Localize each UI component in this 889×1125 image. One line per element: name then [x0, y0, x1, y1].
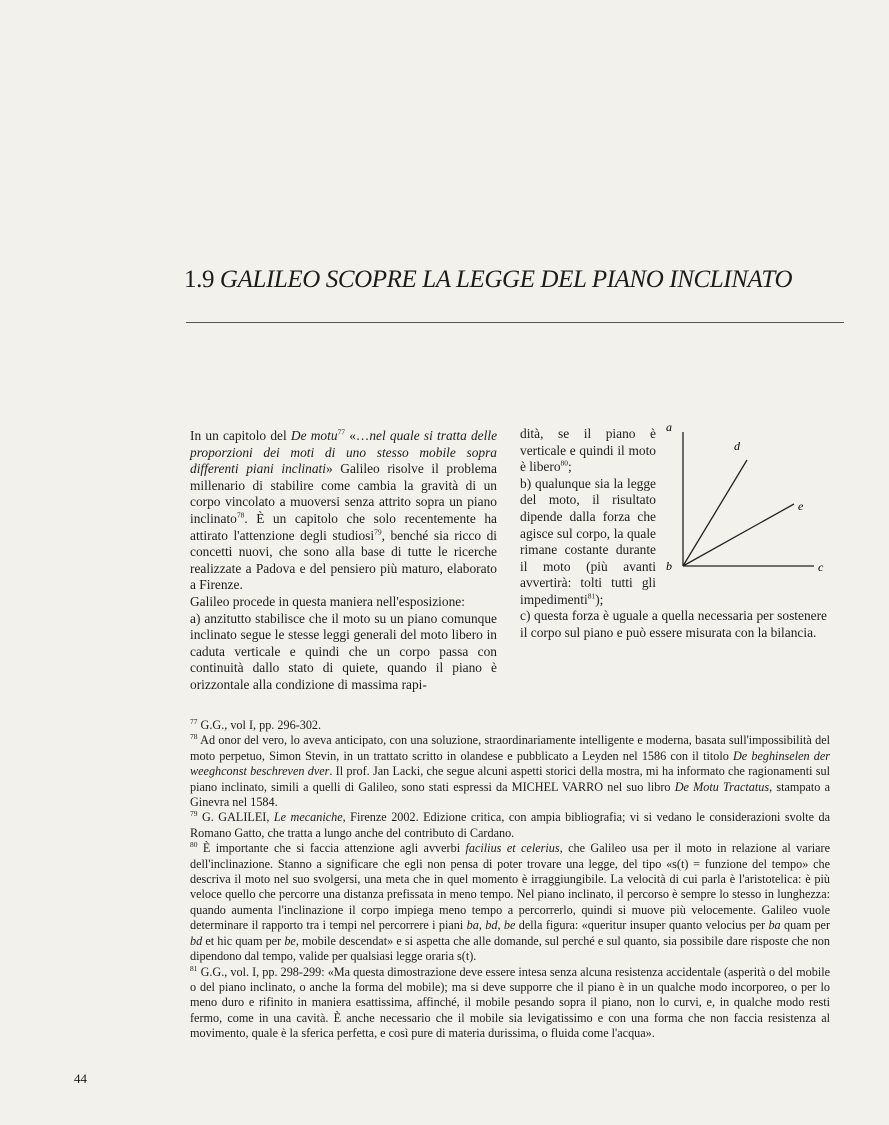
paragraph: $^{81}$ G.G., vol. I, pp. 298-299: «Ma questa dimostrazione deve essere intesa senza alcuna resistenza accidentale (asperità o del mobile o del piano inclinato, o anche la forma del mobile); ma si deve supporre che il piano è in un qualche modo incorporeo, o per lo meno duro e rifinito in maniera esattissima, affinché, il mobile pesando sopra il piano, non lo curvi, e, in qualche modo resti fermo, come in una cavità. È anche necessario che il mobile sia levigatissimo e con una forma che non faccia resistenza al movimento, quale è la sferica perfetta, e così pure di materia durissima, o fluida come l'acqua». [190, 963, 830, 1041]
italic-text: ba [768, 918, 781, 933]
italic-text: Le mecaniche [273, 810, 343, 825]
line-bd [683, 460, 747, 566]
label-a: a [666, 420, 672, 434]
body-column-bottom [520, 608, 827, 641]
footnote-ref: 81 [190, 963, 198, 973]
paragraph: $^{78}$ Ad onor del vero, lo aveva anticipato, con una soluzione, straordinariamente intelligente e moderna, basata sull'impossibilità del moto perpetuo, Simon Stevin, in un trattato scritto in olandese e pubblicato a Leyden nel 1586 con il titolo De beghinselen der weeghconst beschreven dver. Il prof. Jan Lacki, che segue alcuni aspetti storici della mostra, mi ha informato che ragionamenti sul piano inclinato, simili a quelli di Galileo, sono stati espressi da MICHEL VARRO nel suo libro De Motu Tractatus, stampato a Ginevra nel 1584. [190, 732, 830, 810]
heading-rule [186, 322, 844, 323]
label-c: c [818, 560, 824, 574]
paragraph: $^{80}$ È importante che si faccia attenzione agli avverbi facilius et celerius, che Galileo usa per il moto in relazione al variare dell'inclinazione. Stanno a significare che egli non pensa di poter trovare una legge, del tipo «s(t) = funzione del tempo» che descriva il moto nel suo svolgersi, una meta che in quel momento è irraggiungibile. La velocità di cui parla è l'aristotelica: è più veloce quello che percorre una distanza prefissata in meno tempo. Nel piano inclinato, il percorso è sempre lo stesso in lunghezza: quando aumenta l'inclinazione il corpo impiega meno tempo a percorrerlo, quindi si muove più velocemente. Galileo vuole determinare il rapporto tra i tempi nel percorrere i piani ba, bd, be della figura: «queritur insuper quanto velocius per ba quam per bd et hic quam per be, mobile descendat» e si aspetta che alle domande, sul perché e sul quanto, sia possibile dare risposte che non dipendono dal tempo, valide per qualsiasi legge oraria s(t). [190, 840, 831, 964]
paragraph: dità, se il piano è verticale e quindi il moto è libero$^{80}$; [520, 426, 656, 475]
paragraph: In un capitolo del De motu$^{77}$ «…nel quale si tratta delle proporzioni dei moti di uno stesso mobile sopra differenti piani inclinati» Galileo risolve il problema millenario di stabilire come cambia la gravità di un corpo vincolato a muoversi senza attrito sopra un piano inclinato$^{78}$. È un capitolo che solo recentemente ha attirato l'attenzione degli studiosi$^{79}$, benché sia ricco di concetti nuovi, che sono alla base di tutte le ricerche realizzate a Padova e del pensiero più maturo, elaborato a Firenze. [190, 427, 498, 593]
italic-text: De Motu Tractatus [674, 779, 770, 794]
italic-text: De motu [290, 428, 338, 443]
italic-text: ba, bd, be [466, 918, 516, 933]
label-d: d [734, 439, 740, 453]
footnote-ref: 80 [190, 840, 198, 850]
paragraph: b) qualunque sia la legge del moto, il risultato dipende dalla forza che agisce sul corpo, la quale rimane costante durante il moto (più avanti avvertirà: tolti tutti gli impedimenti$^{81}$); [520, 475, 656, 607]
body-column-left [190, 428, 497, 694]
italic-text: facilius et celerius [465, 841, 560, 856]
footnote-ref: 77 [337, 427, 346, 437]
paragraph: $^{79}$ G. GALILEI, Le mecaniche, Firenze 2002. Edizione critica, con ampia bibliografia; vi si vedano le considerazioni svolte da Romano Gatto, che tratta a lungo anche del contributo di Cardano. [190, 809, 831, 840]
italic-text: bd [190, 933, 203, 948]
page-number: 44 [74, 1071, 87, 1086]
body-column-middle [520, 426, 656, 609]
paragraph: Galileo procede in questa maniera nell'esposizione: [190, 593, 465, 609]
label-e: e [798, 499, 804, 513]
section-heading [184, 266, 864, 294]
footnote-ref: 81 [587, 591, 596, 601]
section-title: GALILEO SCOPRE LA LEGGE DEL PIANO INCLINATO [219, 266, 793, 293]
line-be [683, 504, 794, 566]
section-number: 1.9 [184, 266, 215, 293]
paragraph: a) anzitutto stabilisce che il moto su un piano comunque inclinato segue le stesse leggi generali del moto libero in caduta verticale e quindi che un corpo passa con continuità dallo stato di quiete, quando il piano è orizzontale alla condizione di massima rapi- [190, 610, 497, 692]
footnote-ref: 78 [236, 510, 245, 520]
paragraph: $^{77}$ G.G., vol I, pp. 296-302. [190, 716, 322, 732]
footnote-ref: 78 [190, 732, 198, 742]
italic-text: be [284, 933, 296, 948]
label-b: b [666, 559, 672, 573]
italic-text: nel quale si tratta delle proporzioni dei moti di uno stesso mobile sopra differenti piani inclinati [190, 428, 498, 477]
footnote-ref: 79 [374, 527, 382, 537]
footnote-ref: 77 [190, 716, 198, 726]
italic-text: De beghinselen der weeghconst beschreven dver [190, 748, 830, 779]
paragraph: c) questa forza è uguale a quella necessaria per sostenere il corpo sul piano e può essere misurata con la bilancia. [520, 608, 827, 640]
inclined-plane-figure [662, 418, 832, 578]
footnote-ref: 80 [560, 458, 569, 468]
footnotes [190, 718, 830, 1042]
footnote-ref: 79 [190, 809, 198, 819]
